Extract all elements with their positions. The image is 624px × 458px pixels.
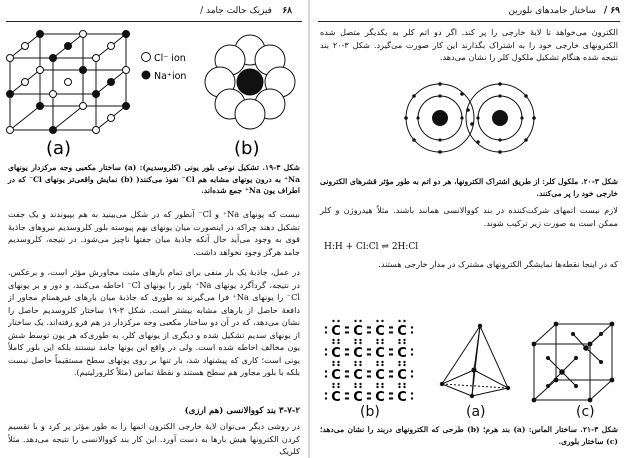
electron-dot — [337, 342, 339, 344]
electron-dot — [398, 361, 400, 363]
electron-dot — [381, 386, 383, 388]
electron-dot — [325, 326, 327, 328]
electron-dot — [376, 342, 378, 344]
electron-dot — [347, 370, 349, 372]
electron-dot — [354, 342, 356, 344]
body-paragraph-1: نیست که یونهای Na⁺ و Cl⁻ آنطور که در شکل می‌بینید به هم بپیوندند و یک جفت تشکیل دهند چراکه در اینصورت میان یونهای بهم پیوسته بلور کلروسدیم نیروهای جاذبهٔ قوی به وجود می‌آید حال آنکه جاذبهٔ میان جفتها ناچیز می‌شود. در نتیجه، کلروسدیم جامد هرگز وجود نخواهد داشت. — [8, 209, 300, 257]
electron-dot — [347, 326, 349, 328]
figure-21b-label: (b) — [360, 404, 380, 420]
electron-dot — [398, 364, 400, 366]
header-rule — [318, 21, 620, 22]
electron-dot — [359, 386, 361, 388]
body-paragraph-2: در عمل، جاذبهٔ یک بار منفی برای تمام بارهای مثبت مجاورش مؤثر است، و برعکس. در نتیجه، گردآگرد یونهای Na⁺ بلور را یونهای Cl⁻ احاطه می‌کنند، و دور و بر یونهای Cl⁻ را یونهای Na⁺ فرا می‌گیرند به طوری که جاذبهٔ میان بارهای غیرهمنام مجاور از دافعهٔ حاصل از بارهای مشابه بیشتر است. شکل ۳-۱۹ ساختار کلروسدیم حاصل را نشان می‌دهد، که در آن دو ساختار مکعبی وجه مرکزدار در هم فرو رفته‌اند. یک ساختار از یونهای سدیم تشکیل شده و دیگری از یونهای کلر، به طوری‌که هر یون توسط شش یون مخالف احاطه شده است. ولی در واقع این یونها جامد نیستند بلکه این بلور کاملاً یونی است؛ کاری که پیشنهاد شد، بار تنها بر روی یونهای سطح مستقیماً حاصل نیست بلکه با بلور مجاور هم سطح هستند و نقطهٔ تماس (مثلاً کلرورلیتیم). — [8, 267, 300, 377]
ion-legend — [140, 50, 200, 90]
electron-dot — [332, 364, 334, 366]
electron-dot — [325, 331, 327, 333]
electron-dot — [347, 375, 349, 377]
page-number: / ۶۹ — [603, 6, 620, 16]
electron-dot — [369, 353, 371, 355]
electron-dot — [403, 339, 405, 341]
electron-dots — [404, 82, 536, 154]
figure-20-paragraph: لازم نیست اتمهای شرکت‌کننده در بند کووالانسی همانند باشند. مثلاً هیدروژن و کلر ممکن است به صورت زیر ترکیب شوند. — [320, 205, 618, 228]
electron-dot — [359, 361, 361, 363]
electron-dot — [376, 383, 378, 385]
figure-19-caption: شکل ۳-۱۹. تشکیل نوعی بلور یونی (کلروسدیم): (a) ساختار مکعبی وجه مرکزدار یونهای Na⁺ به درون یونهای مشابه هم Cl⁻ نفوذ می‌کنند( (b) نمایش واقعی‌تر یونهای Cl⁻ که در اطراف یون Na⁺ جمع شده‌اند. — [8, 163, 301, 195]
electron-dot — [376, 339, 378, 341]
carbon-atom-label: C — [353, 390, 363, 404]
section-text: در روشی دیگر می‌توان لایهٔ خارجی الکترون اتمها را به طور مؤثر پر کرد و با تقسیم کردن الکترونها هیش بارها به دست آورد. این کار بند کووالانسی را نتیجه می‌دهد. مثلاً کلریک — [8, 421, 300, 456]
electron-dot — [411, 375, 413, 377]
electron-dot — [381, 342, 383, 344]
running-title: ساختار جامدهای بلورین — [508, 6, 596, 16]
electron-dot — [381, 320, 383, 322]
electron-dot — [359, 383, 361, 385]
electron-dot — [359, 339, 361, 341]
electron-dot — [337, 339, 339, 341]
electron-dot — [332, 320, 334, 322]
electron-dot — [376, 361, 378, 363]
electron-dot — [391, 397, 393, 399]
electron-dot — [411, 326, 413, 328]
electron-dot — [391, 370, 393, 372]
figure-21-caption: شکل ۳-۲۱. ساختار الماس: (a) بند هرم؛ (b) طرحی که الکترونهای دربند را نشان می‌دهد؛ (c) ساختار بلوری. — [320, 425, 619, 446]
page-number: ۶۸ — [282, 6, 292, 16]
carbon-atom-label: C — [397, 346, 407, 361]
carbon-atom-label: C — [331, 368, 341, 383]
carbon-atom-label: C — [375, 346, 385, 361]
electron-dot — [391, 331, 393, 333]
electron-dot — [391, 353, 393, 355]
electron-dot — [354, 386, 356, 388]
electron-dot — [337, 364, 339, 366]
electron-dot — [325, 353, 327, 355]
electron-dot — [337, 383, 339, 385]
electron-dot — [381, 364, 383, 366]
carbon-atom-label: C — [375, 368, 385, 383]
electron-dot — [347, 331, 349, 333]
left-page — [0, 0, 306, 458]
electron-dot — [398, 386, 400, 388]
equation-paragraph: که در اینجا نقطه‌ها نمایشگر الکترونهای مشترک در مدار خارجی هستند. — [378, 259, 618, 269]
electron-dot — [398, 383, 400, 385]
packed-ions-figure — [200, 30, 300, 160]
electron-dot — [325, 375, 327, 377]
electron-dot — [381, 361, 383, 363]
page-gutter — [308, 0, 310, 458]
electron-dot — [381, 339, 383, 341]
electron-dot — [391, 392, 393, 394]
electron-dot — [411, 348, 413, 350]
electron-dot — [376, 320, 378, 322]
right-page-header — [314, 6, 624, 20]
electron-dot — [398, 339, 400, 341]
electron-dot — [403, 320, 405, 322]
electron-dot — [376, 364, 378, 366]
electron-dot — [403, 386, 405, 388]
electron-dot — [391, 375, 393, 377]
cl-ion-label: Cl⁻ ion — [154, 53, 186, 64]
electron-dot — [403, 364, 405, 366]
electron-dot — [332, 383, 334, 385]
header-rule — [6, 21, 302, 22]
intro-paragraph: الکترون می‌خواهد تا لایهٔ خارجی را پر کند. اگر دو اتم کلر به یکدیگر متصل شده الکترونهای خارجی خود را به اشتراک بگذارند این کار صورت می‌گیرد. شکل ۳-۲۰ بند نتیجه شده هنگام تشکیل ملکول کلر را نشان می‌دهد. — [320, 27, 618, 62]
electron-dot — [369, 331, 371, 333]
bond-equation: H:H + Cl:Cl ⇌ 2H:Cl — [324, 242, 419, 252]
cl-ion-symbol — [142, 53, 151, 62]
electron-dot — [403, 361, 405, 363]
electron-dot — [411, 353, 413, 355]
electron-dot — [369, 397, 371, 399]
carbon-atom-label: C — [331, 390, 341, 404]
na-ion-symbol — [142, 71, 151, 80]
electron-dot — [391, 326, 393, 328]
figure-a-label: (a) — [46, 138, 72, 158]
electron-dot — [347, 353, 349, 355]
carbon-atom-label: C — [397, 324, 407, 339]
figure-21c-label: (c) — [576, 404, 595, 420]
electron-dot — [325, 370, 327, 372]
electron-dot — [354, 364, 356, 366]
electron-dot — [403, 383, 405, 385]
tetrahedron-figure — [436, 322, 516, 402]
electron-dot — [411, 331, 413, 333]
electron-dot — [369, 392, 371, 394]
electron-dot — [347, 397, 349, 399]
electron-dot — [381, 383, 383, 385]
carbon-atom-label: C — [397, 368, 407, 383]
electron-dot — [332, 386, 334, 388]
carbon-atom-label: C — [353, 346, 363, 361]
carbon-atom-label: C — [331, 346, 341, 361]
electron-dot — [354, 339, 356, 341]
section-heading: ۳-۷-۲ بند کووالانسی (هم ارزی) — [184, 406, 300, 416]
electron-dot — [411, 397, 413, 399]
electron-dot — [354, 383, 356, 385]
carbon-atom-label: C — [375, 324, 385, 339]
left-page-header — [0, 6, 306, 20]
electron-dot — [359, 342, 361, 344]
carbon-atom-label: C — [397, 390, 407, 404]
carbon-atom-label: C — [331, 324, 341, 339]
electron-dot — [369, 326, 371, 328]
diamond-structure-figure — [528, 318, 618, 408]
electron-dot — [332, 339, 334, 341]
electron-pair-grid-figure — [322, 318, 432, 404]
electron-dot — [369, 375, 371, 377]
electron-dot — [411, 370, 413, 372]
figure-20-caption: شکل ۳-۲۰. ملکول کلر: از طریق اشتراک الکترونها، هر دو اتم به طور مؤثر قشرهای الکترونی خارجی خود را پر می‌کنند. — [320, 177, 618, 198]
electron-dot — [391, 348, 393, 350]
electron-dot — [337, 361, 339, 363]
figure-b-label: (b) — [234, 138, 260, 159]
electron-dot — [354, 320, 356, 322]
electron-dot — [332, 361, 334, 363]
electron-dot — [369, 370, 371, 372]
figure-21a-label: (a) — [466, 404, 486, 420]
electron-dot — [359, 320, 361, 322]
electron-dot — [325, 397, 327, 399]
electron-dot — [347, 392, 349, 394]
electron-dot — [376, 386, 378, 388]
electron-dot — [398, 320, 400, 322]
electron-dot — [369, 348, 371, 350]
electron-dot — [403, 342, 405, 344]
electron-dot — [332, 342, 334, 344]
na-ion-label: Na⁺ion — [154, 71, 187, 82]
electron-dot — [354, 361, 356, 363]
electron-dot — [337, 386, 339, 388]
electron-dot — [325, 392, 327, 394]
electron-dot — [337, 320, 339, 322]
right-page — [314, 0, 624, 458]
carbon-atom-label: C — [353, 368, 363, 383]
electron-dot — [398, 342, 400, 344]
electron-dot — [359, 364, 361, 366]
running-title: / فیزیک حالت جامد — [200, 6, 272, 16]
nacl-lattice-figure — [2, 28, 142, 158]
electron-dot — [347, 348, 349, 350]
electron-dot — [325, 348, 327, 350]
electron-dot — [411, 392, 413, 394]
carbon-atom-label: C — [353, 324, 363, 339]
chlorine-molecule-figure — [402, 80, 542, 156]
carbon-atom-label: C — [375, 390, 385, 404]
